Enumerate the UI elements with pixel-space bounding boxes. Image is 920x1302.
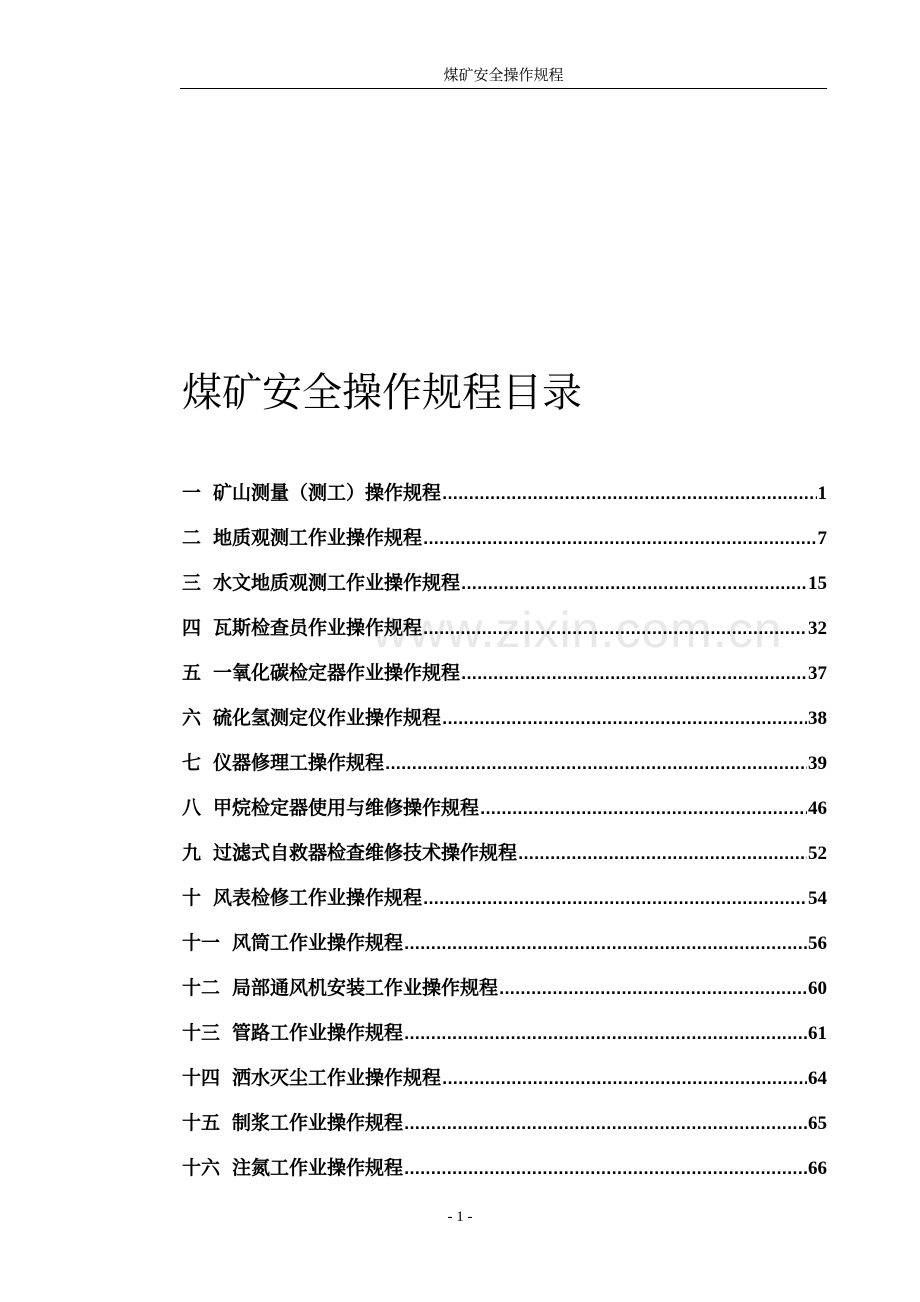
toc-entry-title: 水文地质观测工作业操作规程	[213, 572, 461, 594]
toc-entry-title: 一氧化碳检定器作业操作规程	[213, 662, 461, 684]
toc-entry-number: 十一	[182, 932, 221, 954]
toc-entry-page: 15	[808, 573, 827, 594]
toc-entry-number: 十五	[182, 1112, 221, 1134]
toc-entry-page: 7	[817, 528, 827, 549]
toc-entry-page: 38	[808, 708, 827, 729]
toc-dot-leader	[423, 878, 807, 923]
watermark: www.zixin.com.cn	[372, 602, 783, 658]
toc-dot-leader	[404, 1013, 807, 1058]
toc-entry[interactable]	[182, 741, 827, 786]
toc-entry-title: 甲烷检定器使用与维修操作规程	[213, 797, 480, 819]
toc-entry-page: 65	[808, 1113, 827, 1134]
toc-dot-leader	[404, 923, 807, 968]
toc-entry-page: 39	[808, 753, 827, 774]
toc-entry[interactable]	[182, 786, 827, 831]
toc-entry[interactable]	[182, 696, 827, 741]
toc-entry-number: 六	[182, 707, 202, 729]
toc-entry-page: 56	[808, 933, 827, 954]
toc-entry-number: 十三	[182, 1022, 221, 1044]
document-title: 煤矿安全操作规程目录	[182, 370, 582, 416]
toc-entry-title: 地质观测工作业操作规程	[213, 527, 423, 549]
toc-entry[interactable]	[182, 1101, 827, 1146]
toc-entry[interactable]	[182, 516, 827, 561]
table-of-contents	[182, 471, 827, 1191]
toc-dot-leader	[480, 788, 807, 833]
toc-entry[interactable]	[182, 1011, 827, 1056]
toc-entry-page: 61	[808, 1023, 827, 1044]
toc-entry-title: 洒水灭尘工作业操作规程	[232, 1067, 442, 1089]
toc-entry-page: 46	[808, 798, 827, 819]
toc-entry-page: 54	[808, 888, 827, 909]
toc-entry-number: 二	[182, 527, 202, 549]
toc-dot-leader	[423, 608, 807, 653]
toc-entry-title: 注氮工作业操作规程	[232, 1157, 404, 1179]
toc-entry[interactable]	[182, 966, 827, 1011]
toc-entry-page: 64	[808, 1068, 827, 1089]
toc-entry-title: 制浆工作业操作规程	[232, 1112, 404, 1134]
toc-entry-title: 局部通风机安装工作业操作规程	[232, 977, 499, 999]
toc-entry[interactable]	[182, 651, 827, 696]
toc-entry-number: 十六	[182, 1157, 221, 1179]
toc-entry-number: 十四	[182, 1067, 221, 1089]
toc-entry[interactable]	[182, 876, 827, 921]
toc-dot-leader	[404, 1103, 807, 1148]
toc-entry-title: 仪器修理工操作规程	[213, 752, 385, 774]
toc-entry-number: 四	[182, 617, 202, 639]
toc-entry-number: 三	[182, 572, 202, 594]
toc-entry-number: 十	[182, 887, 202, 909]
toc-entry-number: 五	[182, 662, 202, 684]
toc-entry-page: 1	[817, 483, 827, 504]
toc-entry-number: 十二	[182, 977, 221, 999]
toc-entry[interactable]	[182, 831, 827, 876]
page-number: - 1 -	[447, 1209, 473, 1225]
toc-dot-leader	[404, 1148, 807, 1193]
toc-entry-page: 37	[808, 663, 827, 684]
toc-dot-leader	[423, 518, 816, 563]
toc-dot-leader	[442, 473, 816, 518]
toc-dot-leader	[461, 563, 807, 608]
toc-dot-leader	[518, 833, 807, 878]
toc-dot-leader	[385, 743, 807, 788]
toc-entry[interactable]	[182, 471, 827, 516]
toc-entry-number: 九	[182, 842, 202, 864]
toc-dot-leader	[461, 653, 807, 698]
toc-entry-number: 一	[182, 482, 202, 504]
toc-entry-page: 60	[808, 978, 827, 999]
toc-dot-leader	[442, 1058, 807, 1103]
toc-entry-number: 七	[182, 752, 202, 774]
toc-entry[interactable]	[182, 561, 827, 606]
toc-entry[interactable]	[182, 1146, 827, 1191]
toc-entry-title: 过滤式自救器检查维修技术操作规程	[213, 842, 518, 864]
toc-entry[interactable]	[182, 1056, 827, 1101]
toc-entry-title: 瓦斯检查员作业操作规程	[213, 617, 423, 639]
header-text: 煤矿安全操作规程	[443, 66, 564, 84]
toc-entry-page: 66	[808, 1158, 827, 1179]
toc-entry[interactable]	[182, 921, 827, 966]
toc-entry-number: 八	[182, 797, 202, 819]
toc-dot-leader	[499, 968, 807, 1013]
toc-entry-page: 52	[808, 843, 827, 864]
page-header	[180, 64, 827, 89]
toc-entry-title: 风筒工作业操作规程	[232, 932, 404, 954]
toc-entry-page: 32	[808, 618, 827, 639]
toc-entry[interactable]	[182, 606, 827, 651]
toc-entry-title: 硫化氢测定仪作业操作规程	[213, 707, 442, 729]
toc-entry-title: 矿山测量（测工）操作规程	[213, 482, 442, 504]
toc-entry-title: 风表检修工作业操作规程	[213, 887, 423, 909]
toc-dot-leader	[442, 698, 807, 743]
toc-entry-title: 管路工作业操作规程	[232, 1022, 404, 1044]
